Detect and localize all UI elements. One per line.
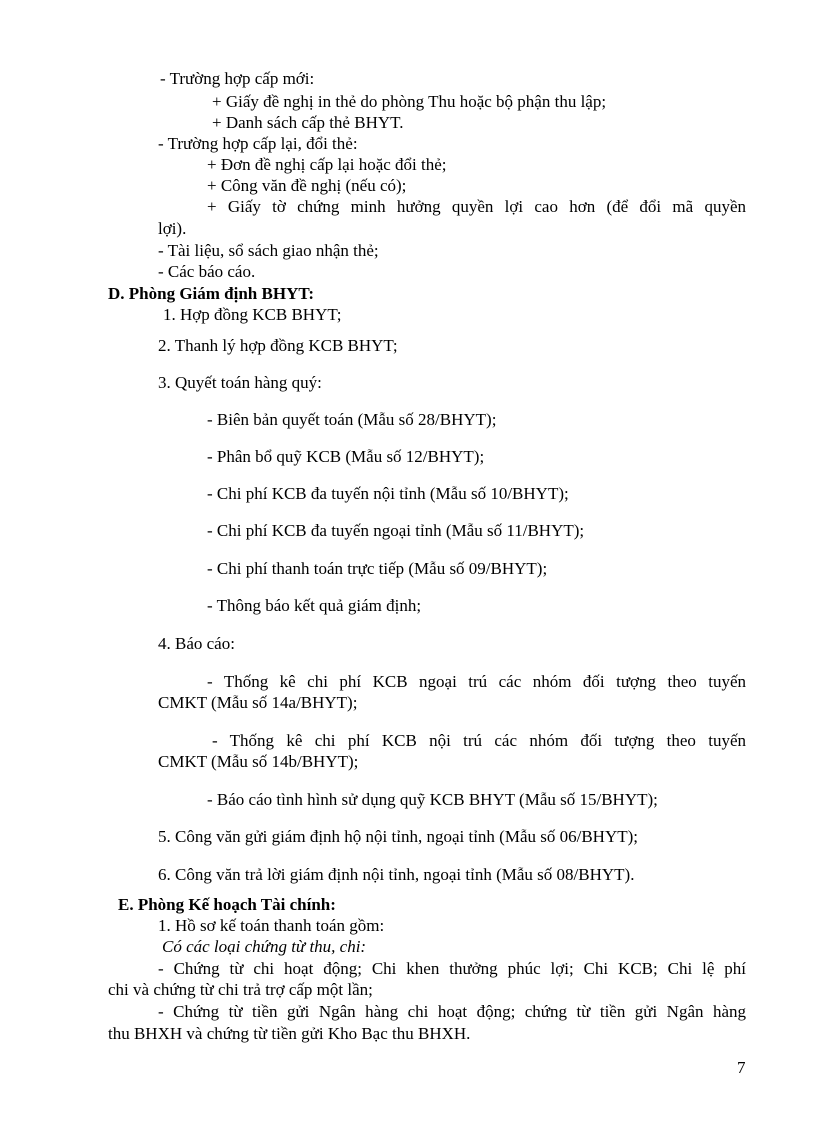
report-subitem-line: CMKT (Mẫu số 14a/BHYT); [158,693,358,712]
settlement-subitem: - Thông báo kết quả giám định; [207,596,422,615]
new-issue-item: + Giấy đề nghị in thẻ do phòng Thu hoặc bộ phận thu lập; [212,92,607,111]
section-d-item-1: 1. Hợp đồng KCB BHYT; [163,305,342,324]
italic-note: Có các loại chứng từ thu, chi: [162,937,367,956]
report-subitem: - Báo cáo tình hình sử dụng quỹ KCB BHYT (Mẫu số 15/BHYT); [207,790,658,809]
settlement-subitem: - Phân bổ quỹ KCB (Mẫu số 12/BHYT); [207,447,485,466]
report-subitem-line: CMKT (Mẫu số 14b/BHYT); [158,752,359,771]
settlement-subitem: - Chi phí KCB đa tuyến ngoại tỉnh (Mẫu số 11/BHYT); [207,521,585,540]
reissue-item: + Công văn đề nghị (nếu có); [207,176,407,195]
section-d-item-4: 4. Báo cáo: [158,634,235,653]
reissue-heading: - Trường hợp cấp lại, đổi thẻ: [158,134,358,153]
voucher-paragraph-line: - Chứng từ chi hoạt động; Chi khen thưởng phúc lợi; Chi KCB; Chi lệ phí [158,959,746,978]
section-d-item-6: 6. Công văn trả lời giám định nội tỉnh, ngoại tỉnh (Mẫu số 08/BHYT). [158,865,635,884]
reissue-item: + Giấy tờ chứng minh hưởng quyền lợi cao hơn (để đổi mã quyền [207,197,746,216]
settlement-subitem: - Biên bản quyết toán (Mẫu số 28/BHYT); [207,410,497,429]
section-e-item-1: 1. Hồ sơ kế toán thanh toán gồm: [158,916,385,935]
settlement-subitem: - Chi phí KCB đa tuyến nội tỉnh (Mẫu số 10/BHYT); [207,484,569,503]
reissue-item-continuation: lợi). [158,219,187,238]
voucher-paragraph-line: chi và chứng từ chi trả trợ cấp một lần; [108,980,373,999]
report-subitem-line: - Thống kê chi phí KCB ngoại trú các nhóm đối tượng theo tuyến [207,672,746,691]
settlement-subitem: - Chi phí thanh toán trực tiếp (Mẫu số 09/BHYT); [207,559,548,578]
section-d-heading: D. Phòng Giám định BHYT: [108,284,315,303]
report-subitem-line: - Thống kê chi phí KCB nội trú các nhóm đối tượng theo tuyến [212,731,746,750]
page-number: 7 [737,1058,746,1077]
section-d-item-3: 3. Quyết toán hàng quý: [158,373,322,392]
reports-item: - Các báo cáo. [158,262,256,281]
docs-item: - Tài liệu, sổ sách giao nhận thẻ; [158,241,379,260]
section-e-heading: E. Phòng Kế hoạch Tài chính: [118,895,336,914]
section-d-item-5: 5. Công văn gửi giám định hộ nội tỉnh, ngoại tỉnh (Mẫu số 06/BHYT); [158,827,638,846]
new-issue-heading: - Trường hợp cấp mới: [160,69,315,88]
section-d-item-2: 2. Thanh lý hợp đồng KCB BHYT; [158,336,398,355]
voucher-paragraph-line: - Chứng từ tiền gửi Ngân hàng chi hoạt động; chứng từ tiền gửi Ngân hàng [158,1002,746,1021]
reissue-item: + Đơn đề nghị cấp lại hoặc đổi thẻ; [207,155,447,174]
new-issue-item: + Danh sách cấp thẻ BHYT. [212,113,404,132]
voucher-paragraph-line: thu BHXH và chứng từ tiền gửi Kho Bạc thu BHXH. [108,1024,471,1043]
